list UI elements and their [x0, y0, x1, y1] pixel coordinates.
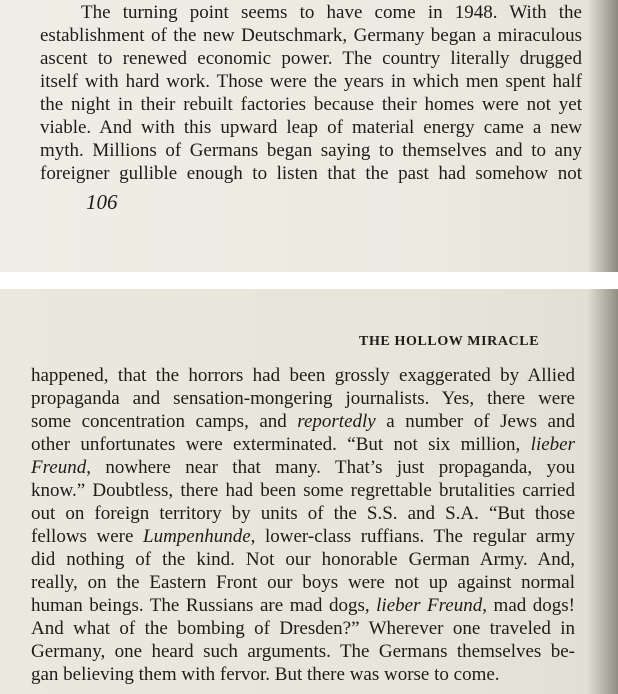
text-line: other unfortunates were exterminated. “But not six million, lieber [31, 434, 575, 455]
text-line: some concentration camps, and reportedly a number of Jews and [31, 411, 575, 432]
top-page-paragraph [40, 1, 582, 185]
text-line: human beings. The Russians are mad dogs, lieber Freund, mad dogs! [31, 595, 576, 616]
text-line: ascent to renewed economic power. The country literally drugged [40, 48, 582, 69]
bottom-page-paragraph [31, 364, 575, 686]
page-number: 106 [86, 190, 118, 214]
text-line: fellows were Lumpenhunde, lower-class ruffians. The regular army [31, 526, 575, 547]
text-line: And what of the bombing of Dresden?” Wherever one traveled in [31, 618, 575, 639]
text-line: really, on the Eastern Front our boys were not up against normal [31, 572, 575, 593]
text-line: establishment of the new Deutschmark, Germany began a miraculous [40, 25, 582, 46]
text-line: propaganda and sensation-mongering journalists. Yes, there were [31, 388, 575, 409]
text-line: viable. And with this upward leap of material energy came a new [40, 117, 582, 138]
text-line: The turning point seems to have come in 1948. With the [81, 2, 582, 23]
top-page-scan [0, 0, 618, 272]
running-head: THE HOLLOW MIRACLE [359, 334, 540, 349]
text-line: myth. Millions of Germans began saying to themselves and to any [40, 140, 582, 161]
text-line: out on foreign territory by units of the S.S. and S.A. “But those [31, 503, 575, 524]
text-line: Germany, one heard such arguments. The Germans themselves be- [31, 641, 575, 662]
text-line: know.” Doubtless, there had been some regrettable brutalities carried [31, 480, 575, 501]
text-line: foreigner gullible enough to listen that the past had somehow not [40, 163, 582, 184]
text-line: the night in their rebuilt factories because their homes were not yet [40, 94, 582, 115]
text-line: gan believing them with fervor. But there was worse to come. [31, 664, 500, 685]
text-line: Freund, nowhere near that many. That’s just propaganda, you [31, 457, 575, 478]
text-line: happened, that the horrors had been grossly exaggerated by Allied [31, 365, 575, 386]
text-line: did nothing of the kind. Not our honorable German Army. And, [31, 549, 575, 570]
text-line: itself with hard work. Those were the years in which men spent half [40, 71, 582, 92]
